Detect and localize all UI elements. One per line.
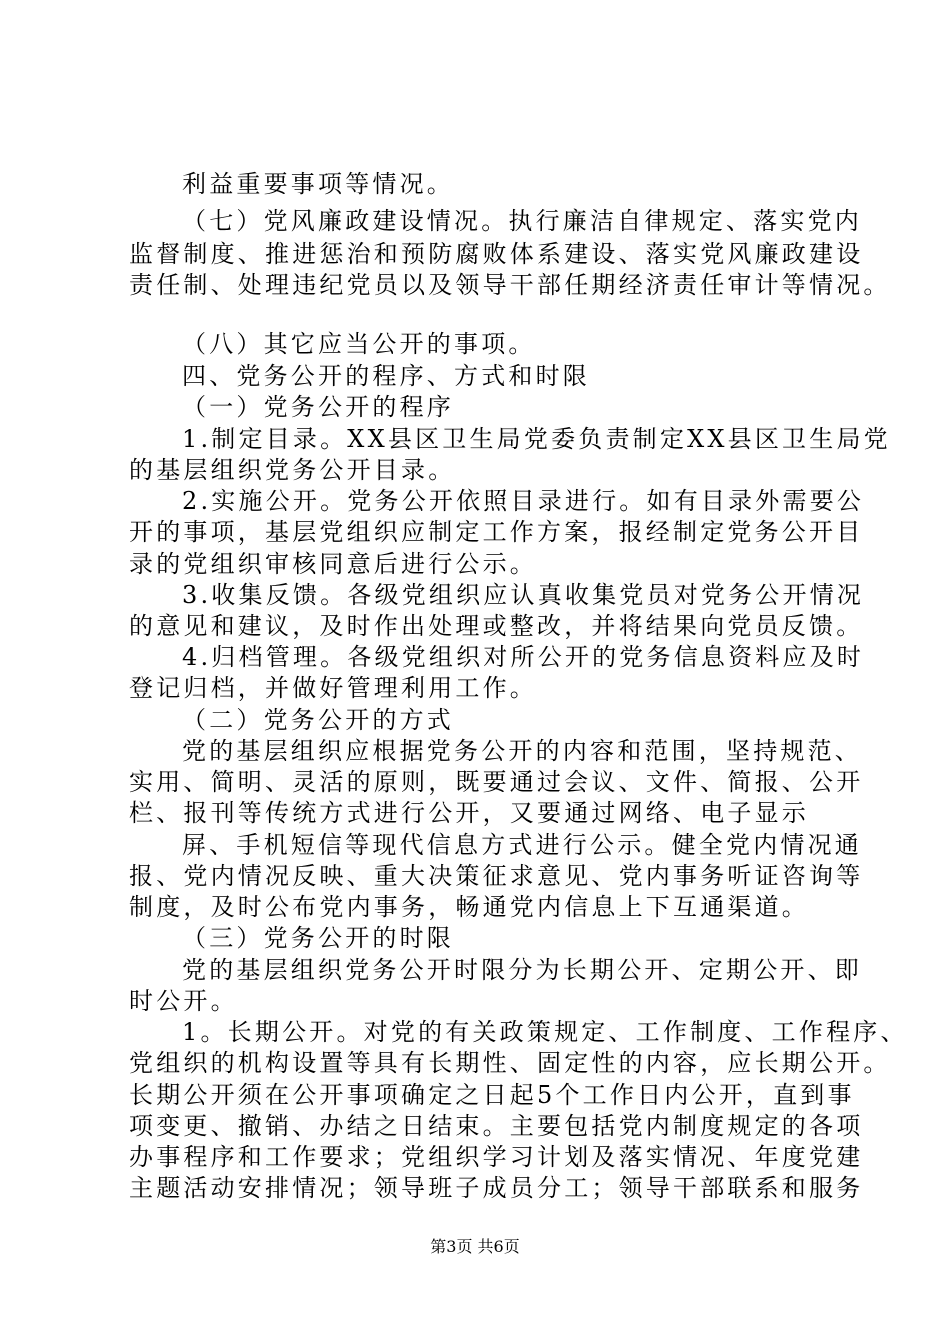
text-line: 实用、简明、灵活的原则，既要通过会议、文件、简报、公开 <box>129 768 864 796</box>
text-line: 的意见和建议，及时作出处理或整改，并将结果向党员反馈。 <box>129 612 864 640</box>
subsection-heading: （二）党务公开的方式 <box>182 706 454 734</box>
text-line: 的基层组织党务公开目录。 <box>129 456 456 484</box>
text-line: 项变更、撤销、办结之日结束。主要包括党内制度规定的各项 <box>129 1112 864 1140</box>
text-line: 主题活动安排情况；领导班子成员分工；领导干部联系和服务 <box>129 1174 864 1202</box>
text-line: 开的事项，基层党组织应制定工作方案，报经制定党务公开目 <box>129 518 864 546</box>
text-line: 监督制度、推进惩治和预防腐败体系建设、落实党风廉政建设 <box>129 240 864 268</box>
text-line: 办事程序和工作要求；党组织学习计划及落实情况、年度党建 <box>129 1143 864 1171</box>
text-line: 3.收集反馈。各级党组织应认真收集党员对党务公开情况 <box>182 581 865 609</box>
text-line: 4.归档管理。各级党组织对所公开的党务信息资料应及时 <box>182 643 865 671</box>
text-line: （八）其它应当公开的事项。 <box>182 330 536 358</box>
subsection-heading: （三）党务公开的时限 <box>182 924 454 952</box>
text-line: 1.制定目录。XX县区卫生局党委负责制定XX县区卫生局党 <box>182 425 891 453</box>
text-line: 责任制、处理违纪党员以及领导干部任期经济责任审计等情况。 <box>129 271 891 299</box>
text-line: 登记归档，并做好管理利用工作。 <box>129 674 537 702</box>
text-line: 录的党组织审核同意后进行公示。 <box>129 550 537 578</box>
text-line: 栏、报刊等传统方式进行公开，又要通过网络、电子显示 <box>129 799 809 827</box>
text-line: 屏、手机短信等现代信息方式进行公示。健全党内情况通 <box>182 831 862 859</box>
section-heading: 四、党务公开的程序、方式和时限 <box>182 362 590 390</box>
text-line: 长期公开须在公开事项确定之日起5个工作日内公开，直到事 <box>129 1081 855 1109</box>
text-line: 党的基层组织党务公开时限分为长期公开、定期公开、即 <box>182 956 862 984</box>
text-line: 报、党内情况反映、重大决策征求意见、党内事务听证咨询等 <box>129 862 864 890</box>
text-line: 党组织的机构设置等具有长期性、固定性的内容，应长期公开。 <box>129 1049 891 1077</box>
page-number: 第3页 共6页 <box>430 1237 520 1256</box>
text-line: 利益重要事项等情况。 <box>182 170 454 198</box>
text-line: 1。长期公开。对党的有关政策规定、工作制度、工作程序、 <box>182 1018 908 1046</box>
text-line: 党的基层组织应根据党务公开的内容和范围，坚持规范、 <box>182 737 862 765</box>
text-line: 时公开。 <box>129 987 238 1015</box>
text-line: 制度，及时公布党内事务，畅通党内信息上下互通渠道。 <box>129 893 809 921</box>
text-line: 2.实施公开。党务公开依照目录进行。如有目录外需要公 <box>182 487 865 515</box>
text-line: （七）党风廉政建设情况。执行廉洁自律规定、落实党内 <box>182 207 862 235</box>
subsection-heading: （一）党务公开的程序 <box>182 393 454 421</box>
